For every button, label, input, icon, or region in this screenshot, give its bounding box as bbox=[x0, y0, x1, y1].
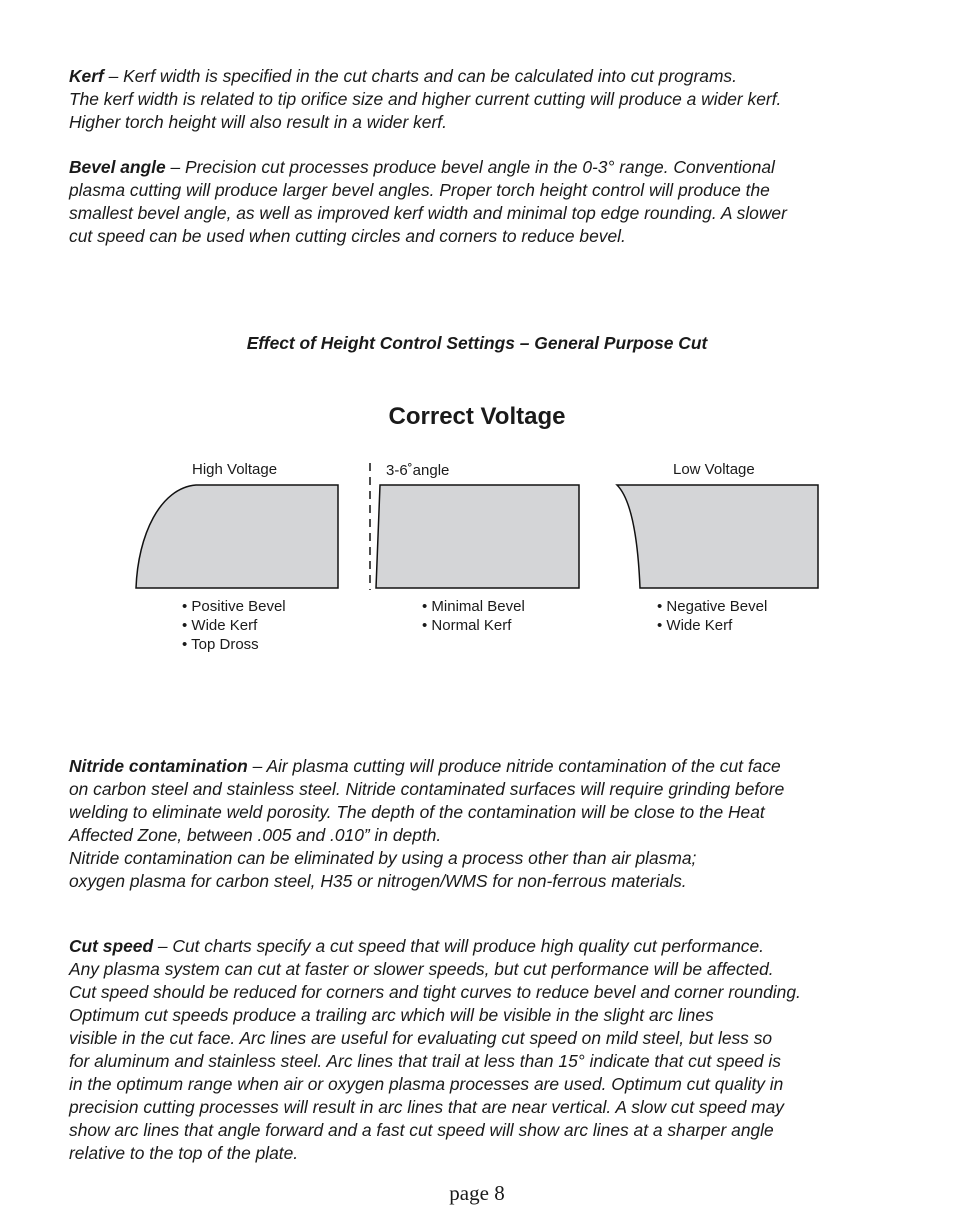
effect-item: • Positive Bevel bbox=[182, 597, 286, 616]
effect-item: • Negative Bevel bbox=[657, 597, 767, 616]
kerf-term: Kerf bbox=[69, 66, 104, 86]
correct-voltage-effects bbox=[422, 597, 525, 635]
high-voltage-effects bbox=[182, 597, 286, 654]
effect-item: • Minimal Bevel bbox=[422, 597, 525, 616]
cut-speed-term: Cut speed bbox=[69, 936, 154, 956]
effect-item: • Top Dross bbox=[182, 635, 286, 654]
effect-item: • Wide Kerf bbox=[657, 616, 767, 635]
effect-item: • Normal Kerf bbox=[422, 616, 525, 635]
nitride-text: – Air plasma cutting will produce nitride contamination of the cut face on carbon steel and stainless steel. Nitride contaminated surfaces will require grinding before welding to eliminate weld porosity. The depth of the contamination will be close to the Heat Affected Zone, between .005 and .010” in depth. Nitride contamination can be eliminated by using a process other than air plasma; oxygen plasma for carbon steel, H35 or nitrogen/WMS for non-ferrous materials. bbox=[69, 756, 785, 891]
figure-caption: Effect of Height Control Settings – General Purpose Cut bbox=[246, 333, 708, 353]
cut-speed-paragraph bbox=[69, 935, 889, 1165]
effect-item: • Wide Kerf bbox=[182, 616, 286, 635]
angle-label: 3-6˚angle bbox=[386, 462, 450, 479]
low-voltage-profile bbox=[617, 485, 818, 588]
nitride-term: Nitride contamination bbox=[69, 756, 248, 776]
cut-speed-text: – Cut charts specify a cut speed that will produce high quality cut performance. Any plasma system can cut at faster or slower speeds, but cut performance will be affected. Cut speed should be reduced for corners and tight curves to reduce bevel and corner rounding. Optimum cut speeds produce a trailing arc which will be visible in the slight arc lines visible in the cut face. Arc lines are useful for evaluating cut speed on mild steel, but less so for aluminum and stainless steel. Arc lines that trail at less than 15° indicate that cut speed is in the optimum range when air or oxygen plasma processes are used. Optimum cut quality in precision cutting processes will result in arc lines that are near vertical. A slow cut speed may show arc lines that angle forward and a fast cut speed will show arc lines at a sharper angle relative to the top of the plate. bbox=[69, 936, 801, 1163]
high-voltage-profile bbox=[136, 485, 338, 588]
high-voltage-label: High Voltage bbox=[192, 461, 278, 478]
low-voltage-effects bbox=[657, 597, 767, 635]
figure-heading: Correct Voltage bbox=[388, 403, 566, 430]
bevel-angle-term: Bevel angle bbox=[69, 157, 166, 177]
low-voltage-label: Low Voltage bbox=[673, 461, 755, 478]
bevel-angle-text: – Precision cut processes produce bevel angle in the 0-3° range. Conventional plasma cutting will produce larger bevel angles. Proper torch height control will produce the smallest bevel angle, as well as improved kerf width and minimal top edge rounding. A slower cut speed can be used when cutting circles and corners to reduce bevel. bbox=[69, 157, 787, 246]
kerf-text: – Kerf width is specified in the cut charts and can be calculated into cut programs. The kerf width is related to tip orifice size and higher current cutting will produce a wider kerf. Higher torch height will also result in a wider kerf. bbox=[69, 66, 782, 132]
nitride-contamination-paragraph bbox=[69, 755, 889, 893]
correct-voltage-profile bbox=[376, 485, 579, 588]
page-number: page 8 bbox=[449, 1181, 505, 1205]
